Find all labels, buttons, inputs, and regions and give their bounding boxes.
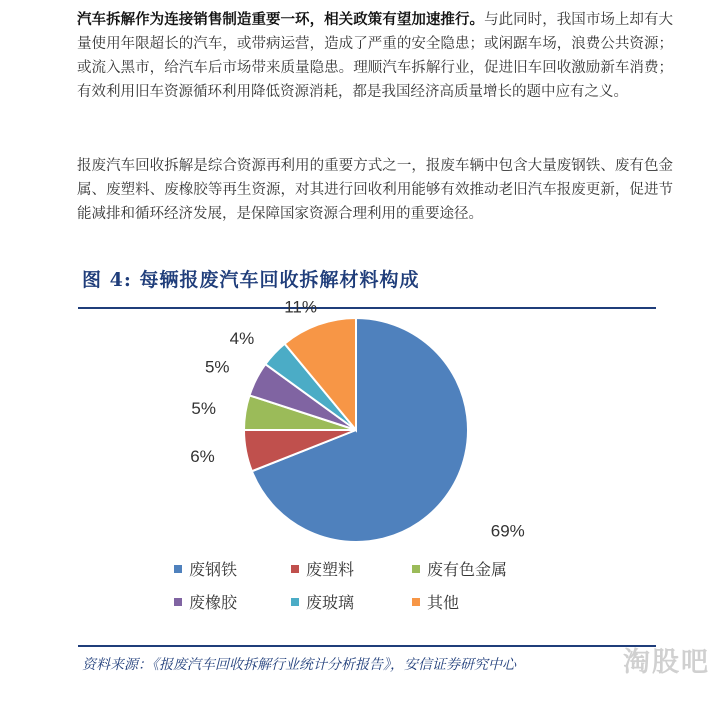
slice-label-1: 6% (190, 447, 215, 467)
figure-source: 资料来源：《报废汽车回收拆解行业统计分析报告》，安信证券研究中心 (82, 657, 516, 673)
paragraph-1-bold: 汽车拆解作为连接销售制造重要一环，相关政策有望加速推行。 (77, 12, 485, 28)
slice-label-4: 4% (229, 329, 255, 349)
legend-swatch-3 (174, 598, 182, 606)
legend-swatch-0 (174, 565, 182, 573)
legend-label-5: 其他 (427, 593, 460, 612)
watermark: 淘股吧 (623, 647, 710, 678)
legend-label-0: 废钢铁 (189, 560, 238, 579)
legend-label-3: 废橡胶 (189, 593, 238, 612)
legend-swatch-5 (412, 598, 420, 606)
legend-swatch-2 (412, 565, 420, 573)
slice-label-5: 11% (284, 297, 317, 317)
figure-bottom-rule (78, 645, 656, 647)
legend-swatch-1 (291, 565, 299, 573)
slice-label-3: 5% (204, 357, 230, 377)
legend-label-1: 废塑料 (306, 560, 355, 579)
legend-label-4: 废玻璃 (306, 593, 355, 612)
paragraph-2: 报废汽车回收拆解是综合资源再利用的重要方式之一，报废车辆中包含大量废钢铁、废有色金属、废塑料、废橡胶等再生资源，对其进行回收利用能够有效推动老旧汽车报废更新，促进节能减排和循环经济发展，是保障国家资源合理利用的重要途径。 (77, 158, 673, 222)
figure-title: 图 4: 每辆报废汽车回收拆解材料构成 (82, 269, 420, 291)
slice-label-2: 5% (191, 399, 217, 419)
legend-swatch-4 (291, 598, 299, 606)
slice-label-0: 69% (490, 521, 525, 541)
paragraph-1-text: 与此同时，我国市场上却有大量使用年限超长的汽车，或带病运营，造成了严重的安全隐患；或闲踞车场，浪费公共资源；或流入黑市，给汽车后市场带来质量隐患。理顺汽车拆解行业，促进旧车回收激励新车消费；有效利用旧车资源循环利用降低资源消耗，都是我国经济高质量增长的题中应有之义。 (77, 12, 674, 100)
legend-label-2: 废有色金属 (427, 560, 508, 579)
